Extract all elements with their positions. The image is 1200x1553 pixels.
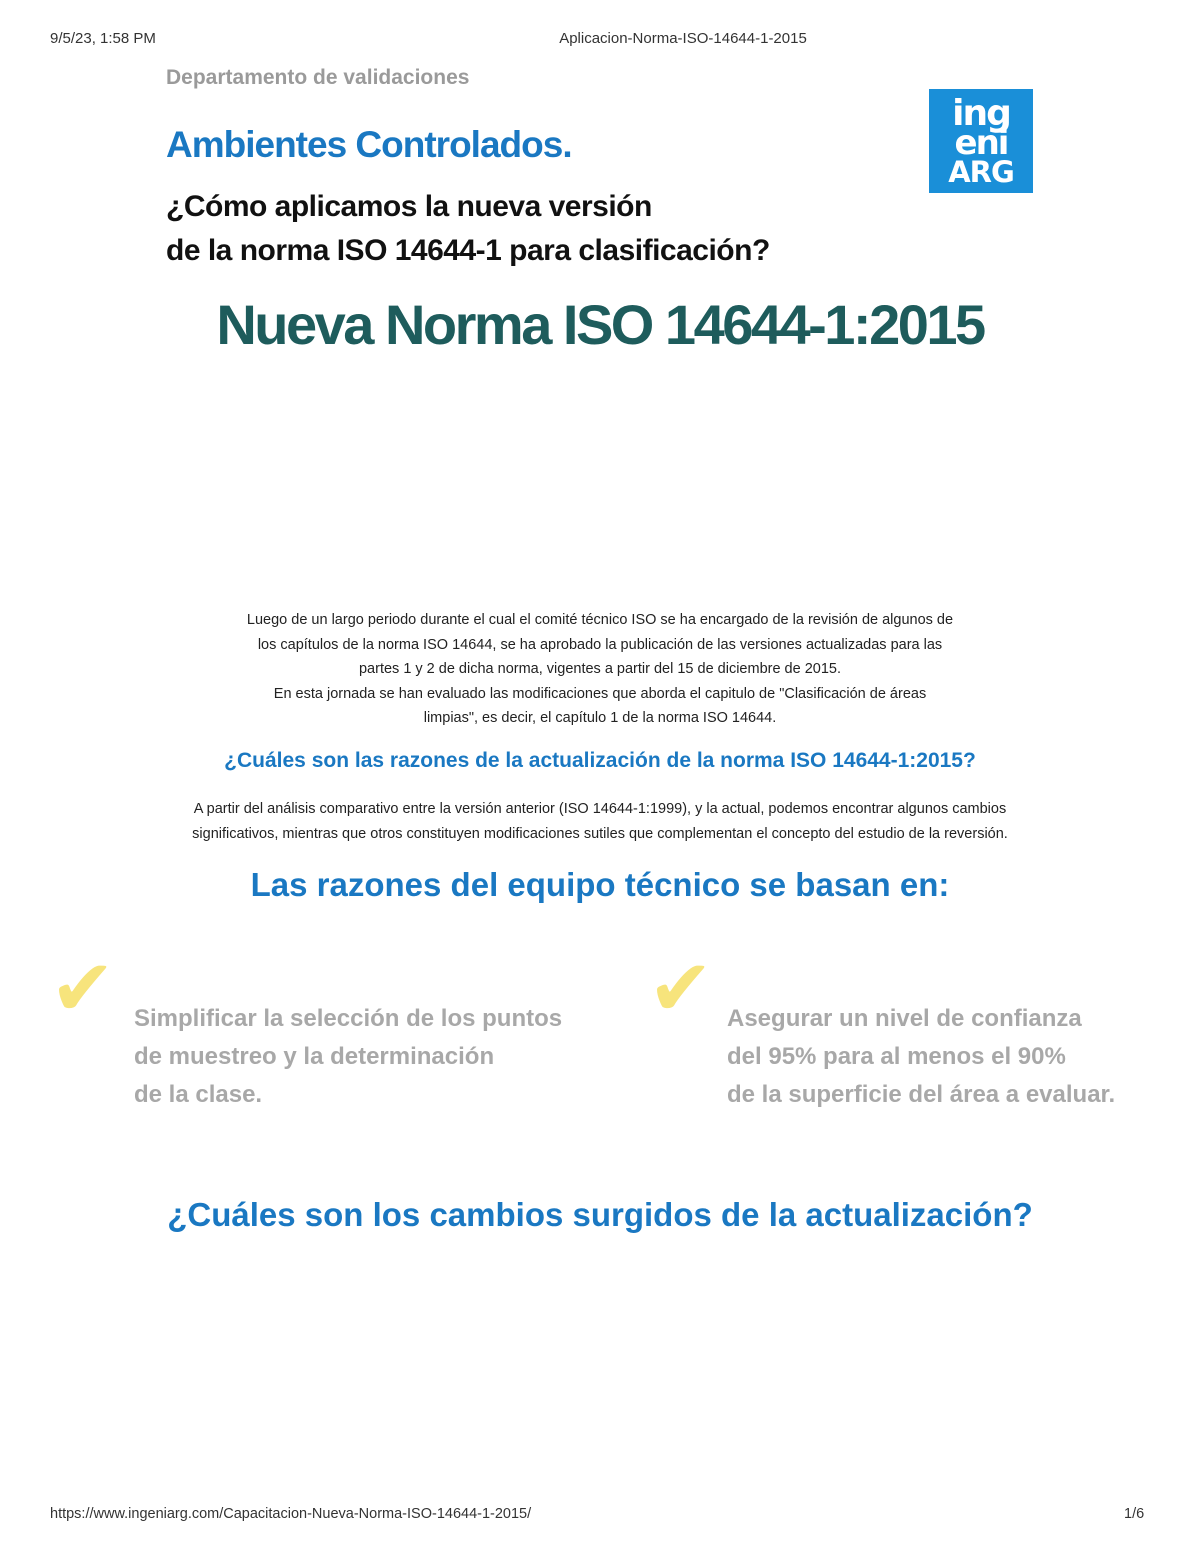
reason-item (134, 1000, 562, 1114)
intro-line-3: partes 1 y 2 de dicha norma, vigentes a partir del 15 de diciembre de 2015. (358, 661, 841, 677)
norma-title: Nueva Norma ISO 14644-1:2015 (216, 293, 984, 356)
analysis-paragraph (100, 797, 1100, 846)
reasons-question: ¿Cuáles son las razones de la actualización de la norma ISO 14644-1:2015? (224, 749, 976, 772)
logo-line-1: ing (952, 93, 1010, 134)
checkmark-icon: ✔ (50, 944, 116, 1034)
reason-line: de muestreo y la determinación (134, 1043, 495, 1070)
intro-line-4: En esta jornada se han evaluado las modificaciones que aborda el capitulo de "Clasificación de áreas (273, 685, 927, 702)
intro-line-5: limpias", es decir, el capítulo 1 de la norma ISO 14644. (423, 710, 777, 726)
changes-question: ¿Cuáles son los cambios surgidos de la actualización? (167, 1196, 1033, 1233)
intro-line-1: Luego de un largo periodo durante el cual el comité técnico ISO se ha encargado de la revisión de algunos de (246, 612, 954, 628)
reason-line: Asegurar un nivel de confianza (727, 1005, 1082, 1032)
reason-line: del 95% para al menos el 90% (727, 1043, 1066, 1070)
footer-url: https://www.ingeniarg.com/Capacitacion-Nueva-Norma-ISO-14644-1-2015/ (50, 1506, 532, 1522)
analysis-line-2: significativos, mientras que otros constituyen modificaciones sutiles que complementan el concepto del estudio de la reversión. (192, 825, 1008, 842)
print-date: 9/5/23, 1:58 PM (50, 30, 156, 47)
headline: Ambientes Controlados. (166, 124, 572, 165)
analysis-line-1: A partir del análisis comparativo entre la versión anterior (ISO 14644-1:1999), y la actual, podemos encontrar algunos cambios (193, 801, 1007, 817)
ingeniarg-logo (929, 89, 1033, 193)
main-question-line-2: de la norma ISO 14644-1 para clasificación? (166, 234, 770, 267)
reason-item (727, 1000, 1115, 1114)
logo-line-2: eni (954, 123, 1008, 163)
print-page-title: Aplicacion-Norma-ISO-14644-1-2015 (559, 30, 807, 47)
reason-line: de la superficie del área a evaluar. (727, 1081, 1116, 1108)
razones-title: Las razones del equipo técnico se basan en: (250, 866, 950, 903)
reason-line: Simplificar la selección de los puntos (134, 1005, 563, 1032)
page-number: 1/6 (1124, 1506, 1145, 1522)
main-question-line-1: ¿Cómo aplicamos la nueva versión (166, 190, 652, 223)
intro-line-2: los capítulos de la norma ISO 14644, se ha aprobado la publicación de las versiones actualizadas para las (257, 636, 943, 653)
department-label: Departamento de validaciones (166, 66, 470, 89)
main-question (166, 185, 770, 273)
checkmark-icon: ✔ (648, 944, 714, 1034)
reason-line: de la clase. (134, 1081, 263, 1108)
logo-line-3: ARG (948, 155, 1014, 189)
intro-paragraph (170, 608, 1030, 731)
